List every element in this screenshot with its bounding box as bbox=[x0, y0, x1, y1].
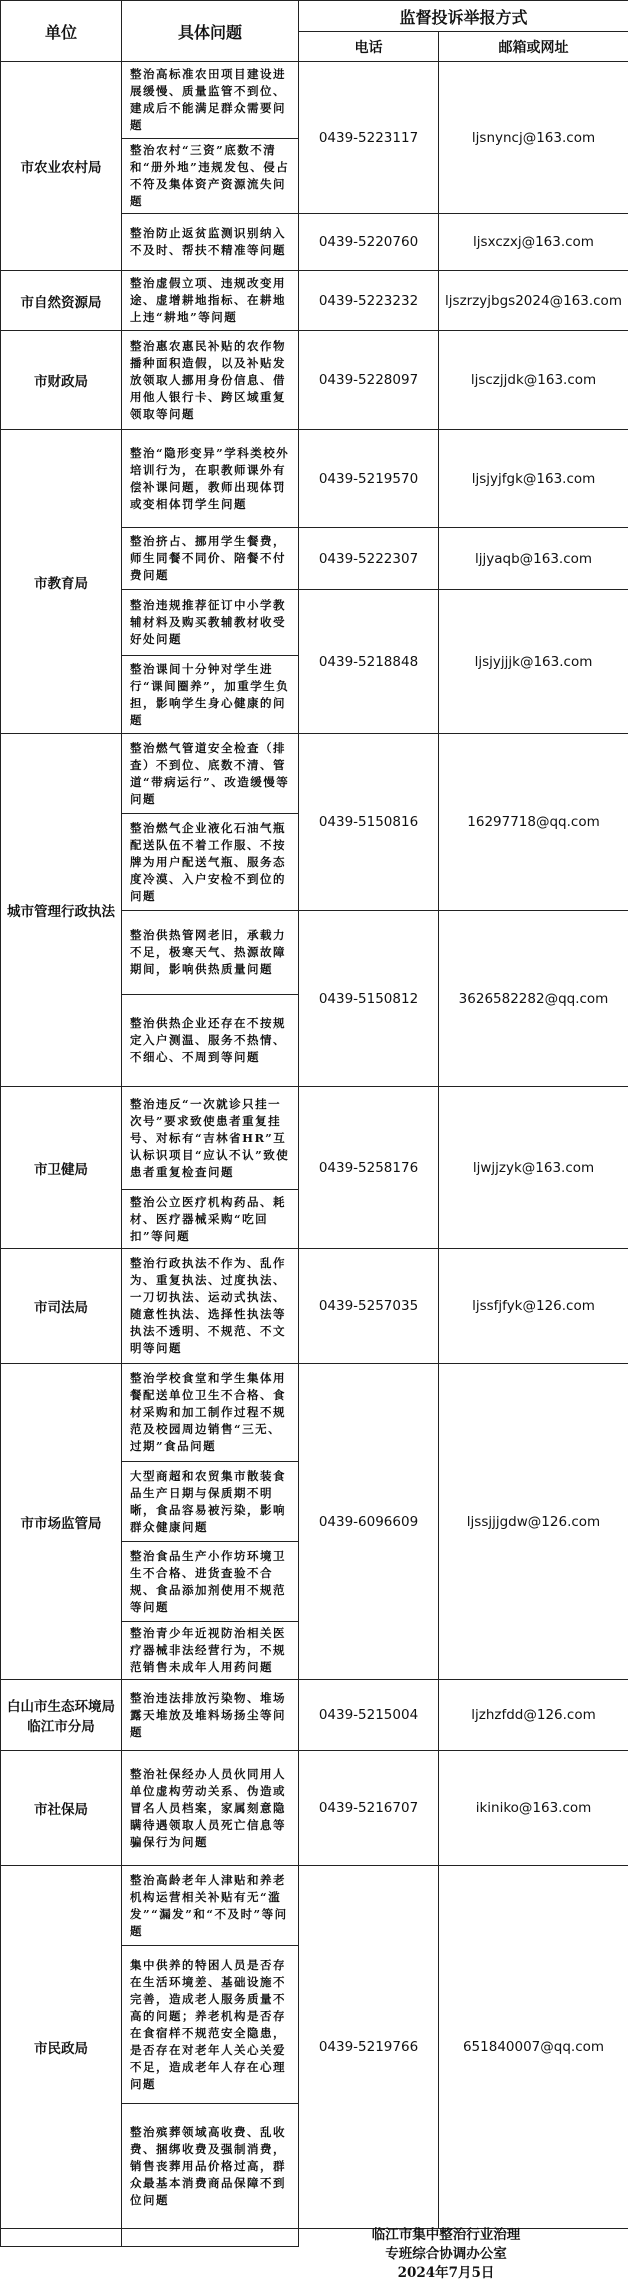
issue-cell: 整治虚假立项、违规改变用途、虚增耕地指标、在耕地上违“耕地”等问题 bbox=[122, 271, 299, 331]
email-cell: ljssfjfyk@126.com bbox=[439, 1249, 628, 1364]
issue-cell: 整治供热企业还存在不按规定入户测温、服务不热情、不细心、不周到等问题 bbox=[122, 995, 299, 1087]
issue-cell: 整治供热管网老旧，承载力不足，极寒天气、热源故障期间，影响供热质量问题 bbox=[122, 911, 299, 995]
header-contact: 邮箱或网址 bbox=[439, 32, 628, 62]
issue-cell: 集中供养的特困人员是否存在生活环境差、基础设施不完善，造成老人服务质量不高的问题；养老机构是否存在食宿样不规范安全隐患，是否存在对老年人关心关爱不足，造成老年人存在心理问题 bbox=[122, 1946, 299, 2104]
unit-cell: 白山市生态环境局临江市分局 bbox=[1, 1680, 122, 1751]
phone-cell: 0439-5219766 bbox=[299, 1866, 439, 2229]
phone-cell: 0439-5223232 bbox=[299, 271, 439, 331]
issue-cell: 整治高标准农田项目建设进展缓慢、质量监管不到位、建成后不能满足群众需要问题 bbox=[122, 62, 299, 139]
issue-cell: 整治防止返贫监测识别纳入不及时、帮扶不精准等问题 bbox=[122, 214, 299, 271]
email-cell: ljssjjjgdw@126.com bbox=[439, 1364, 628, 1680]
blank-cell bbox=[1, 2229, 122, 2247]
issue-cell: 整治学校食堂和学生集体用餐配送单位卫生不合格、食材采购和加工制作过程不规范及校园周边销售“三无、过期”食品问题 bbox=[122, 1364, 299, 1462]
unit-cell: 市市场监管局 bbox=[1, 1364, 122, 1680]
email-cell: ljsjyjfgk@163.com bbox=[439, 430, 628, 528]
unit-cell: 市自然资源局 bbox=[1, 271, 122, 331]
unit-cell: 市财政局 bbox=[1, 331, 122, 430]
issue-cell: 整治行政执法不作为、乱作为、重复执法、过度执法、一刀切执法、运动式执法、随意性执法、选择性执法等执法不透明、不规范、不文明等问题 bbox=[122, 1249, 299, 1364]
unit-cell: 市民政局 bbox=[1, 1866, 122, 2229]
issue-cell: 大型商超和农贸集市散装食品生产日期与保质期不明晰，食品容易被污染，影响群众健康问题 bbox=[122, 1462, 299, 1542]
phone-cell: 0439-5257035 bbox=[299, 1249, 439, 1364]
issuer-line-2: 专班综合协调办公室 bbox=[385, 2246, 507, 2262]
email-cell: ljsczjjdk@163.com bbox=[439, 331, 628, 430]
unit-cell: 城市管理行政执法 bbox=[1, 734, 122, 1087]
header-unit: 单位 bbox=[1, 1, 122, 62]
issue-cell: 整治违反“一次就诊只挂一次号”要求致使患者重复挂号、对标有“吉林省HR”互认标识项目“应认不认”致使患者重复检查问题 bbox=[122, 1087, 299, 1190]
issue-cell: 整治公立医疗机构药品、耗材、医疗器械采购“吃回扣”等问题 bbox=[122, 1190, 299, 1249]
issue-cell: 整治挤占、挪用学生餐费，师生同餐不同价、陪餐不付费问题 bbox=[122, 528, 299, 590]
phone-cell: 0439-5219570 bbox=[299, 430, 439, 528]
phone-cell: 0439-5150812 bbox=[299, 911, 439, 1087]
issuer-line-1: 临江市集中整治行业治理 bbox=[371, 2227, 521, 2243]
email-cell: ljjyaqb@163.com bbox=[439, 528, 628, 590]
issue-cell: 整治违法排放污染物、堆场露天堆放及堆料场扬尘等问题 bbox=[122, 1680, 299, 1751]
issue-cell: 整治食品生产小作坊环境卫生不合格、进货查验不合规、食品添加剂使用不规范等问题 bbox=[122, 1542, 299, 1622]
email-cell: ljwjjzyk@163.com bbox=[439, 1087, 628, 1249]
header-issue: 具体问题 bbox=[122, 1, 299, 62]
unit-cell: 市司法局 bbox=[1, 1249, 122, 1364]
blank-cell bbox=[122, 2229, 299, 2247]
email-cell: ikiniko@163.com bbox=[439, 1751, 628, 1866]
issue-cell: 整治青少年近视防治相关医疗器械非法经营行为，不规范销售未成年人用药问题 bbox=[122, 1622, 299, 1680]
issue-cell: 整治殡葬领域高收费、乱收费、捆绑收费及强制消费，销售丧葬用品价格过高，群众最基本消费商品保障不到位问题 bbox=[122, 2104, 299, 2229]
phone-cell: 0439-5215004 bbox=[299, 1680, 439, 1751]
email-cell: 651840007@qq.com bbox=[439, 1866, 628, 2229]
email-cell: ljzhzfdd@126.com bbox=[439, 1680, 628, 1751]
issue-cell: 整治高龄老年人津贴和养老机构运营相关补贴有无“滥发”“漏发”和“不及时”等问题 bbox=[122, 1866, 299, 1946]
unit-cell: 市社保局 bbox=[1, 1751, 122, 1866]
phone-cell: 0439-6096609 bbox=[299, 1364, 439, 1680]
unit-cell: 市农业农村局 bbox=[1, 62, 122, 271]
issue-cell: 整治燃气管道安全检查（排查）不到位、底数不清、管道“带病运行”、改造缓慢等问题 bbox=[122, 734, 299, 814]
issue-cell: 整治燃气企业液化石油气瓶配送队伍不着工作服、不按牌为用户配送气瓶、服务态度冷漠、入户安检不到位的问题 bbox=[122, 814, 299, 911]
email-cell: ljsjyjjjk@163.com bbox=[439, 590, 628, 734]
phone-cell: 0439-5223117 bbox=[299, 62, 439, 214]
signature-block bbox=[336, 2226, 556, 2283]
phone-cell: 0439-5150816 bbox=[299, 734, 439, 911]
issue-cell: 整治“隐形变异”学科类校外培训行为，在职教师课外有偿补课问题，教师出现体罚或变相体罚学生问题 bbox=[122, 430, 299, 528]
email-cell: ljszrzyjbgs2024@163.com bbox=[439, 271, 628, 331]
issue-cell: 整治课间十分钟对学生进行“课间圈养”，加重学生负担，影响学生身心健康的问题 bbox=[122, 656, 299, 734]
phone-cell: 0439-5228097 bbox=[299, 331, 439, 430]
email-cell: ljsnyncj@163.com bbox=[439, 62, 628, 214]
email-cell: ljsxczxj@163.com bbox=[439, 214, 628, 271]
issue-cell: 整治农村“三资”底数不清和“册外地”违规发包、侵占不符及集体资产资源流失问题 bbox=[122, 139, 299, 214]
phone-cell: 0439-5258176 bbox=[299, 1087, 439, 1249]
phone-cell: 0439-5222307 bbox=[299, 528, 439, 590]
header-report: 监督投诉举报方式 bbox=[299, 1, 628, 32]
unit-cell: 市教育局 bbox=[1, 430, 122, 734]
issue-cell: 整治违规推荐征订中小学教辅材料及购买教辅教材收受好处问题 bbox=[122, 590, 299, 656]
issue-cell: 整治社保经办人员伙同用人单位虚构劳动关系、伪造或冒名人员档案，家属刻意隐瞒待遇领取人员死亡信息等骗保行为问题 bbox=[122, 1751, 299, 1866]
unit-cell: 市卫健局 bbox=[1, 1087, 122, 1249]
email-cell: 16297718@qq.com bbox=[439, 734, 628, 911]
phone-cell: 0439-5218848 bbox=[299, 590, 439, 734]
header-phone: 电话 bbox=[299, 32, 439, 62]
issue-cell: 整治惠农惠民补贴的农作物播种面积造假，以及补贴发放领取人挪用身份信息、借用他人银行卡、跨区域重复领取等问题 bbox=[122, 331, 299, 430]
email-cell: 3626582282@qq.com bbox=[439, 911, 628, 1087]
phone-cell: 0439-5216707 bbox=[299, 1751, 439, 1866]
issue-date: 2024年7月5日 bbox=[397, 2265, 495, 2281]
phone-cell: 0439-5220760 bbox=[299, 214, 439, 271]
